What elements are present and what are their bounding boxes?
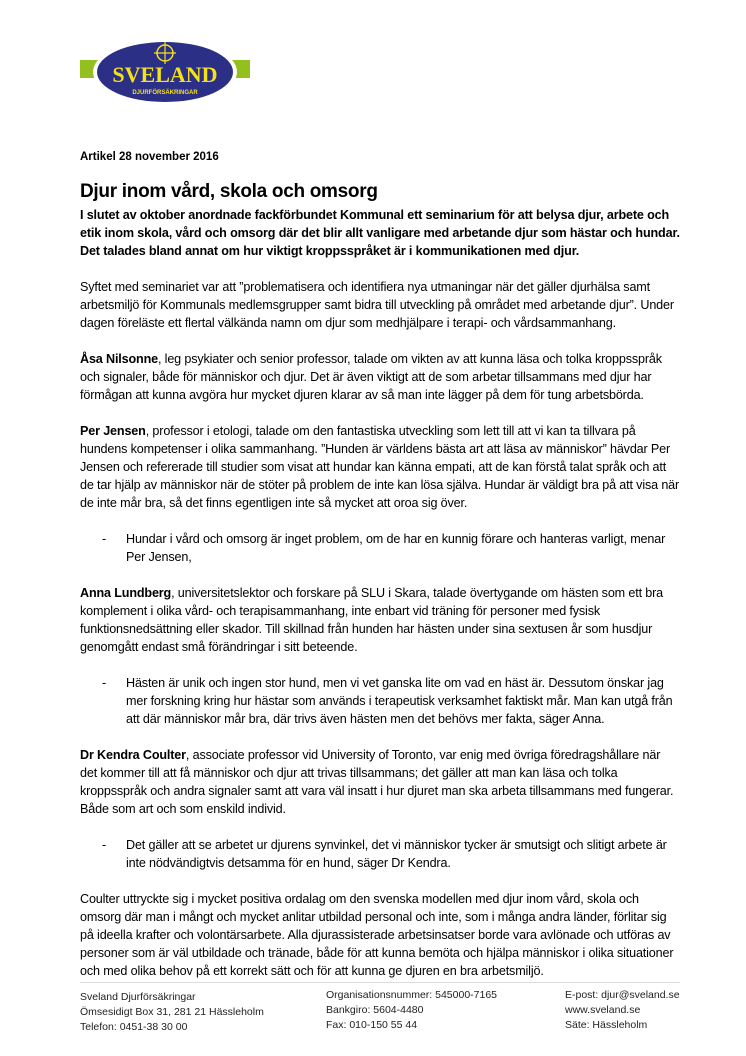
speaker-name: Dr Kendra Coulter xyxy=(80,748,186,762)
sveland-logo xyxy=(80,38,250,106)
speaker-name: Per Jensen xyxy=(80,424,146,438)
quote-text: Det gäller att se arbetet ur djurens synvinkel, det vi människor tycker är smutsigt och slitigt arbete är inte nödvändigtvis detsamma för en hund, säger Dr Kendra. xyxy=(126,838,667,870)
paragraph-text: , universitetslektor och forskare på SLU i Skara, talade övertygande om hästen som ett bra komplement i olika vård- och terapisammanhang, inte enbart vid träning för personer med fysisk funktionsnedsättning eller skador. Till skillnad från hunden har hästen under sina sextusen år som husdjur genomgått endast små förändringar i sitt beteende. xyxy=(80,586,664,654)
paragraph-text: , professor i etologi, talade om den fantastiska utveckling som lett till att vi kan ta tillvara på hundens kompetenser i olika sammanhang. ”Hunden är världens bästa art att läsa av människor” hävdar Per Jensen och refererade till studier som visat att hundar kan känna empati, att de kan förstå talat språk och att de tar hjälp av människor när de stöter på problem de inte kan lösa själva. Hundar är väldigt bra på att visa när de inte mår bra, så det finns egentligen inte så mycket att oroa sig över. xyxy=(80,424,680,510)
svg-text:SVELAND: SVELAND xyxy=(112,62,218,87)
quote xyxy=(80,674,680,728)
footer-line: Bankgiro: 5604-4480 xyxy=(326,1004,424,1016)
paragraph xyxy=(80,350,680,404)
paragraph xyxy=(80,584,680,656)
footer-company xyxy=(80,990,264,1035)
footer-line: Säte: Hässleholm xyxy=(565,1019,648,1031)
quote xyxy=(80,836,680,872)
quote xyxy=(80,530,680,566)
svg-text:DJURFÖRSÄKRINGAR: DJURFÖRSÄKRINGAR xyxy=(132,90,198,96)
paragraph-text: , associate professor vid University of Toronto, var enig med övriga föredragshållare när det kommer till att få människor och djur att trivas tillsammans; det gäller att man kan läsa och tolka kroppsspråk och andra signaler samt att vara väl insatt i hur djuret man ska arbeta tillsammans med fungerar. Både som art och som enskild individ. xyxy=(80,748,674,816)
article-title: Djur inom vård, skola och omsorg xyxy=(80,181,378,202)
dash-bullet: - xyxy=(102,676,107,690)
article-date: Artikel 28 november 2016 xyxy=(80,151,219,163)
paragraph-text: , leg psykiater och senior professor, talade om vikten av att kunna läsa och tolka kroppsspråk och signaler, både för människor och djur. Det är även viktigt att de som arbetar tillsammans med djur har förmågan att kunna avgöra hur mycket djuren klarar av så man inte lägger på dem för tung arbetsbörda. xyxy=(80,352,662,402)
dash-bullet: - xyxy=(102,838,107,852)
speaker-name: Anna Lundberg xyxy=(80,586,172,600)
footer-registration xyxy=(326,988,497,1033)
footer-website[interactable]: www.sveland.se xyxy=(565,1004,641,1016)
quote-text: Hästen är unik och ingen stor hund, men vi vet ganska lite om vad en häst är. Dessutom önskar jag mer forskning kring hur hästar som används i terapeutisk verksamhet faktiskt mår. Man kan utgå från att där människor mår bra, där trivs även hästen men det behövs mer fakta, säger Anna. xyxy=(126,676,673,726)
footer-contact xyxy=(565,988,680,1033)
footer-line: Sveland Djurförsäkringar xyxy=(80,991,196,1003)
article-body xyxy=(80,180,680,998)
footer-email[interactable]: E-post: djur@sveland.se xyxy=(565,989,680,1001)
quote-text: Hundar i vård och omsorg är inget problem, om de har en kunnig förare och hanteras varligt, menar Per Jensen, xyxy=(126,532,666,564)
paragraph xyxy=(80,746,680,818)
speaker-name: Åsa Nilsonne xyxy=(80,352,158,366)
dash-bullet: - xyxy=(102,532,107,546)
footer-divider xyxy=(80,982,680,983)
paragraph: Syftet med seminariet var att ”problematisera och identifiera nya utmaningar när det gäller djurhälsa samt arbetsmiljö för Kommunals medlemsgrupper samt bidra till utveckling på området med arbetande djur”. Under dagen föreläste ett flertal välkända namn om djur som medhjälpare i terapi- och vårdsammanhang. xyxy=(80,280,674,330)
article-lead: I slutet av oktober anordnade fackförbundet Kommunal ett seminarium för att belysa djur, arbete och etik inom skola, vård och omsorg där det blir allt vanligare med arbetande djur som hästar och hundar. Det talades bland annat om hur viktigt kroppsspråket är i kommunikationen med djur. xyxy=(80,208,680,258)
footer-line: Telefon: 0451-38 30 00 xyxy=(80,1021,188,1033)
footer-line: Organisationsnummer: 545000-7165 xyxy=(326,989,498,1001)
paragraph xyxy=(80,422,680,512)
paragraph: Coulter uttryckte sig i mycket positiva ordalag om den svenska modellen med djur inom vård, skola och omsorg där man i mångt och mycket anlitar utbildad personal och inte, som i många andra länder, förlitar sig på ideella krafter och volontärsarbete. Alla djurassisterade arbetsinsatser borde vara avlönade och utföras av personer som är väl utbildade och tränade, både för att kunna bemöta och hjälpa människor i olika situationer och med olika behov på ett korrekt sätt och för att kunna ge djuren en bra arbetsmiljö. xyxy=(80,892,674,978)
footer-line: Fax: 010-150 55 44 xyxy=(326,1019,418,1031)
footer-line: Ömsesidigt Box 31, 281 21 Hässleholm xyxy=(80,1006,264,1018)
